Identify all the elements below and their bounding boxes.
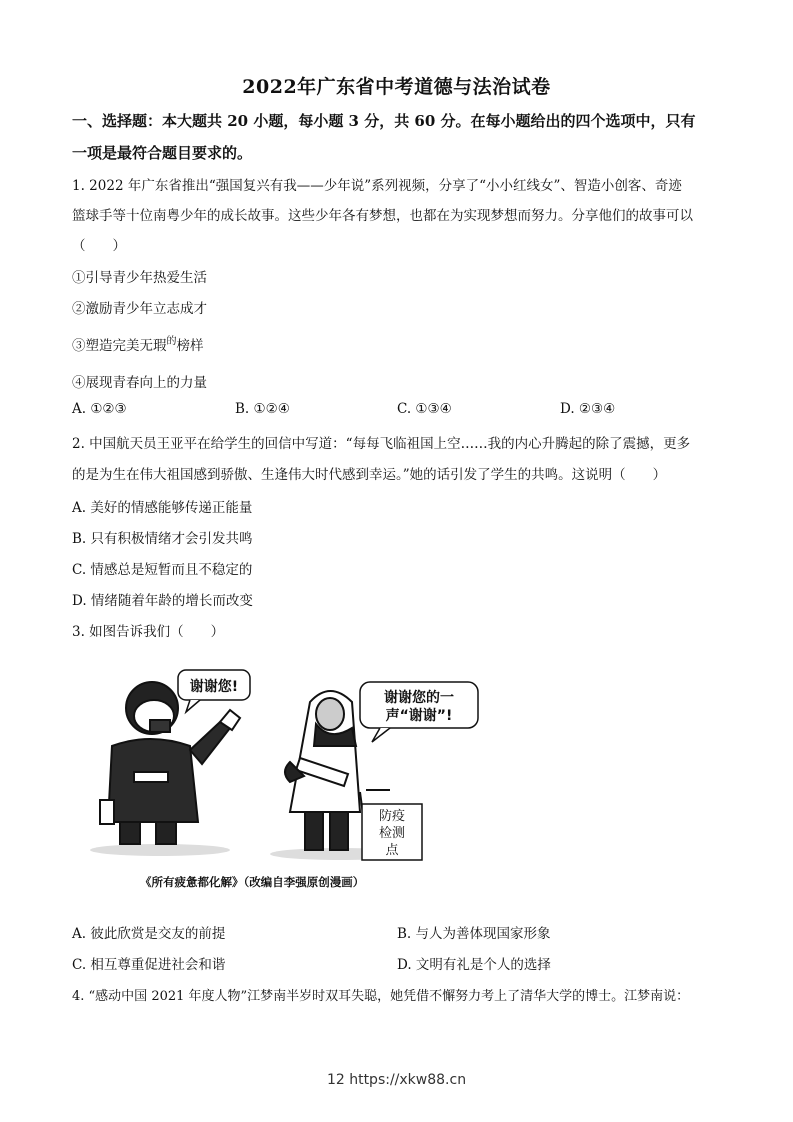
q2-stem-line2: 的是为生在伟大祖国感到骄傲、生逢伟大时代感到幸运。”她的话引发了学生的共鸣。这说明（ ） [72,467,667,483]
q3-option-c: C. 相互尊重促进社会和谐 [72,957,226,973]
q1-option-b: B. ①②④ [235,401,290,417]
page-title: 2022年广东省中考道德与法治试卷 [242,76,551,98]
q4-stem-line1: 4. “感动中国 2021 年度人物”江梦南半岁时双耳失聪，她凭借不懈努力考上了清华大学的博士。江梦南说： [72,989,690,1004]
q2-option-d: D. 情绪随着年龄的增长而改变 [72,593,253,609]
speech-bubble-2 [360,682,478,742]
q1-option-c: C. ①③④ [397,401,452,417]
q1-stem-line2: 篮球手等十位南粤少年的成长故事。这些少年各有梦想，也都在为实现梦想而努力。分享他们的故事可以 [72,208,693,224]
sign-line1: 防疫 [378,809,406,824]
q2-option-c: C. 情感总是短暂而且不稳定的 [72,562,253,578]
sign-line3: 点 [385,843,399,858]
q1-stem-line1: 1. 2022 年广东省推出“强国复兴有我——少年说”系列视频，分享了“小小红线女”、智造小创客、奇迹 [72,178,682,194]
q1-option-a: A. ①②③ [72,401,127,417]
q2-option-b: B. 只有积极情绪才会引发共鸣 [72,531,253,547]
section-heading-line2: 一项是最符合题目要求的。 [72,144,253,162]
q3-option-b: B. 与人为善体现国家形象 [397,926,551,942]
q1-option-d: D. ②③④ [560,401,616,417]
cartoon-caption: 《所有疲惫都化解》（改编自李强原创漫画） [140,875,365,889]
sign-line2: 检测 [378,826,406,841]
q1-item4: ④展现青春向上的力量 [72,375,207,391]
testing-point-sign [362,804,422,860]
q3-option-a: A. 彼此欣赏是交友的前提 [72,926,226,942]
speech-bubble-1 [178,670,250,712]
section-heading-line1: 一、选择题：本大题共 20 小题，每小题 3 分，共 60 分。在每小题给出的四个选项中，只有 [72,112,696,130]
q1-item3: ③塑造完美无瑕$^的$榜样 [72,336,204,354]
speech-bubble-1-text: 谢谢您! [189,679,239,695]
q2-stem-line1: 2. 中国航天员王亚平在给学生的回信中写道：“每每飞临祖国上空……我的内心升腾起的除了震撼，更多 [72,436,691,452]
q1-stem-line3: （ ） [72,238,126,254]
q3-option-d: D. 文明有礼是个人的选择 [397,957,551,973]
q1-item2: ②激励青少年立志成才 [72,301,207,317]
man-figure [100,682,240,844]
speech-bubble-2-line1: 谢谢您的一 [384,690,454,706]
q3-stem: 3. 如图告诉我们（ ） [72,624,225,640]
speech-bubble-2-line2: 声“谢谢”! [385,708,453,724]
page-footer: 12 https://xkw88.cn [326,1072,467,1088]
cartoon-illustration [90,662,510,892]
q1-item1: ①引导青少年热爱生活 [72,270,207,286]
q2-option-a: A. 美好的情感能够传递正能量 [72,500,253,516]
